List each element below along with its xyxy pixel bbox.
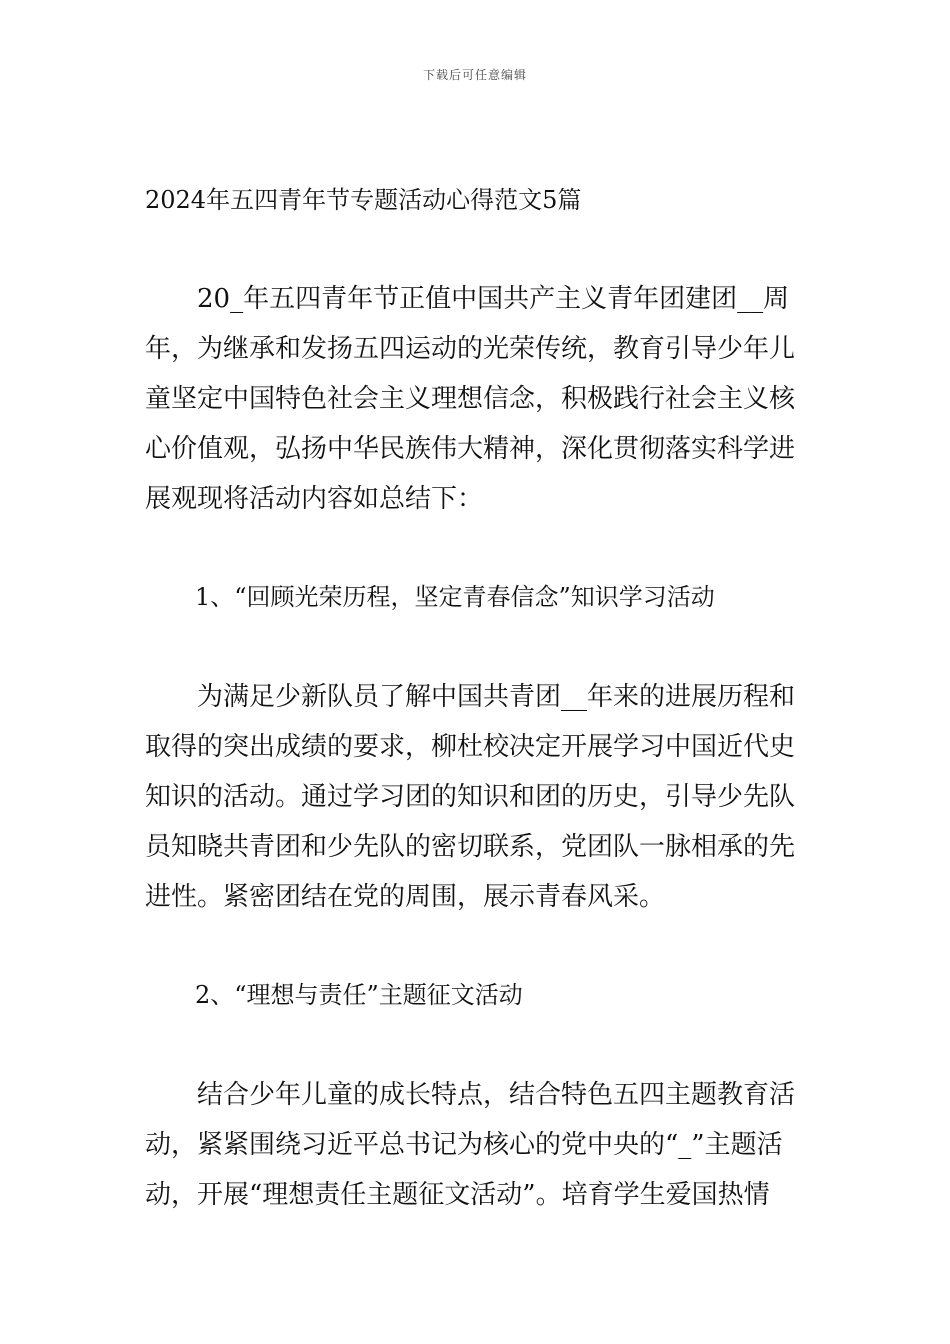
- intro-paragraph: 20_年五四青年节正值中国共产主义青年团建团__周年，为继承和发扬五四运动的光荣传统，教育引导少年儿童坚定中国特色社会主义理想信念，积极践行社会主义核心价值观，弘扬中华民族伟大精神，深化贯彻落实科学进展观现将活动内容如总结下：: [145, 284, 796, 514]
- document-title: 2024年五四青年节专题活动心得范文5篇: [145, 186, 582, 214]
- header-note: 下载后可任意编辑: [422, 68, 527, 82]
- section-1-heading: 1、“回顾光荣历程，坚定青春信念”知识学习活动: [195, 583, 715, 611]
- section-1-paragraph: 为满足少新队员了解中国共青团__年来的进展历程和取得的突出成绩的要求，柳杜校决定开展学习中国近代史知识的活动。通过学习团的知识和团的历史，引导少先队员知晓共青团和少先队的密切联系，党团队一脉相承的先进性。紧密团结在党的周围，展示青春风采。: [145, 682, 796, 912]
- section-2-paragraph: 结合少年儿童的成长特点，结合特色五四主题教育活动，紧紧围绕习近平总书记为核心的党中央的“_”主题活动，开展“理想责任主题征文活动”。培育学生爱国热情: [145, 1080, 796, 1210]
- section-2-heading: 2、“理想与责任”主题征文活动: [195, 981, 523, 1009]
